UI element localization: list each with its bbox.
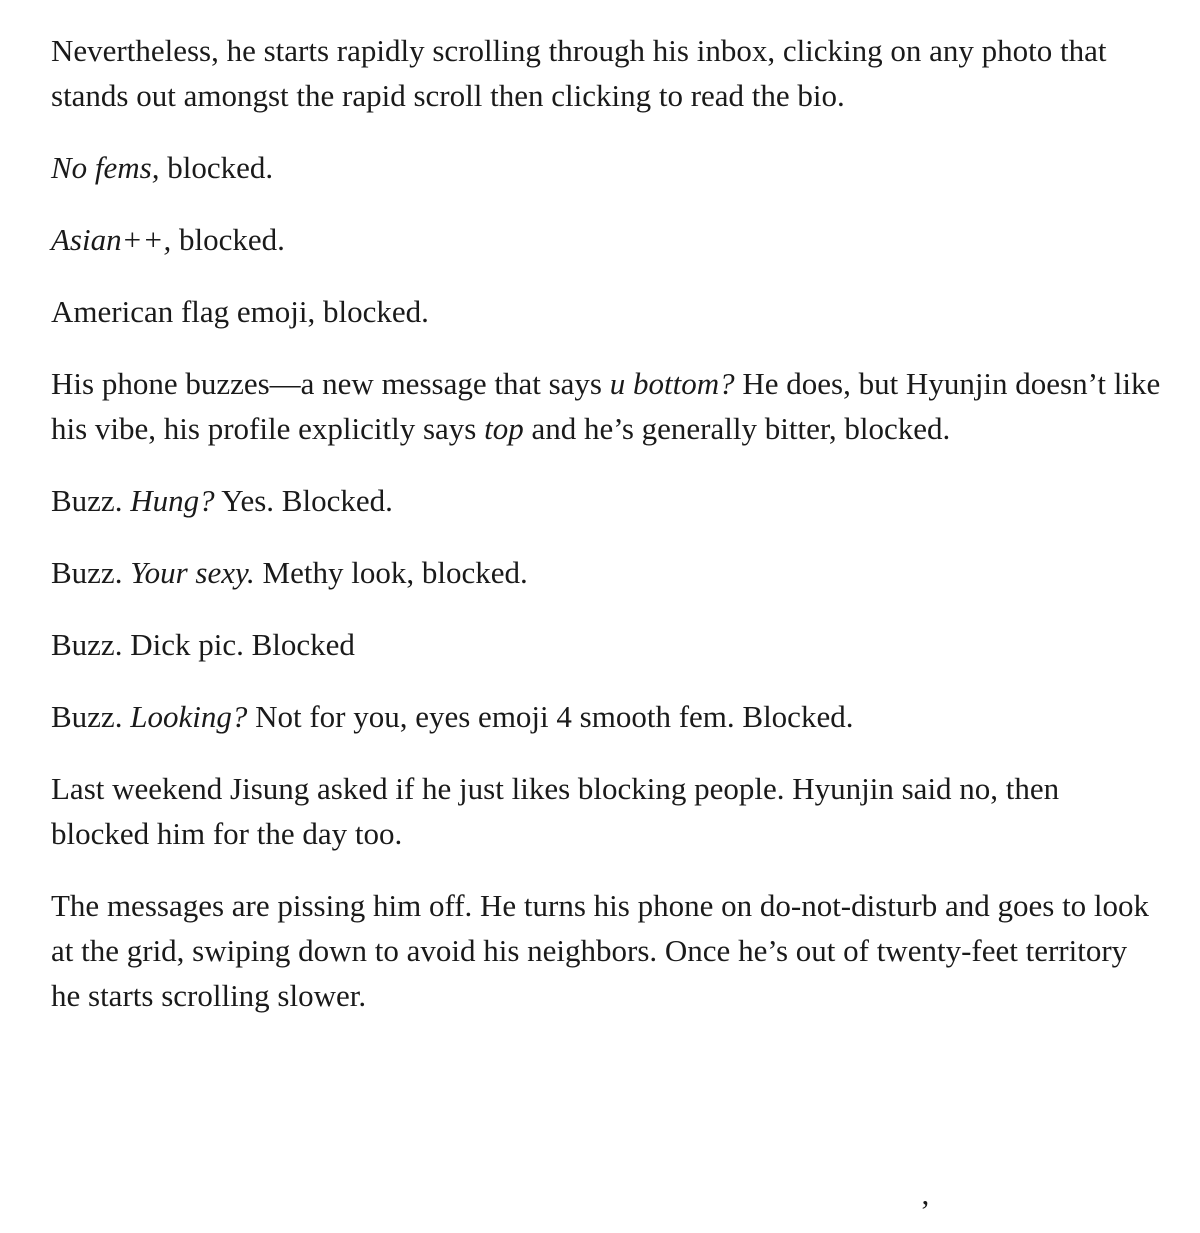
text-run: His phone buzzes—a new message that says — [51, 366, 610, 401]
text-run: Buzz. — [51, 483, 131, 518]
paragraph — [51, 145, 1161, 190]
paragraph — [51, 550, 1161, 595]
text-run: Buzz. Dick pic. Blocked — [51, 627, 355, 662]
text-run: blocked. — [159, 150, 274, 185]
paragraph — [51, 766, 1161, 856]
italic-text: Looking? — [130, 699, 248, 734]
paragraph — [51, 28, 1161, 118]
text-run: He does, but Hyunjin doesn’t like his vibe, his profile explicitly says — [51, 366, 1161, 446]
text-run: The messages are pissing him off. He turns his phone on do-not-disturb and goes to look at the grid, swiping down to avoid his neighbors. Once he’s out of twenty-feet territory he starts scrolling slower. — [51, 888, 1150, 1013]
italic-text: top — [484, 411, 524, 446]
paragraph — [51, 883, 1161, 1018]
story-text — [51, 28, 1161, 1045]
italic-text: Hung? — [130, 483, 215, 518]
text-run: Last weekend Jisung asked if he just likes blocking people. Hyunjin said no, then blocked him for the day too. — [51, 771, 1060, 851]
italic-text: Your sexy. — [130, 555, 255, 590]
paragraph — [51, 622, 1161, 667]
cut-off-next-line: ’ — [920, 1193, 931, 1228]
paragraph — [51, 694, 1161, 739]
text-run: and he’s generally bitter, blocked. — [523, 411, 951, 446]
paragraph — [51, 289, 1161, 334]
paragraph — [51, 478, 1161, 523]
paragraph — [51, 361, 1161, 451]
paragraph — [51, 217, 1161, 262]
text-run: American flag emoji, blocked. — [51, 294, 429, 329]
italic-text: Asian++, — [51, 222, 172, 257]
text-run: Buzz. — [51, 699, 131, 734]
text-run: Methy look, blocked. — [254, 555, 528, 590]
italic-text: u bottom? — [609, 366, 735, 401]
text-run: Nevertheless, he starts rapidly scrolling through his inbox, clicking on any photo that stands out amongst the rapid scroll then clicking to read the bio. — [51, 33, 1107, 113]
italic-text: No fems, — [51, 150, 160, 185]
text-run: Buzz. — [51, 555, 131, 590]
text-run: Yes. Blocked. — [214, 483, 393, 518]
text-run: Not for you, eyes emoji 4 smooth fem. Blocked. — [247, 699, 854, 734]
text-run: blocked. — [171, 222, 285, 257]
